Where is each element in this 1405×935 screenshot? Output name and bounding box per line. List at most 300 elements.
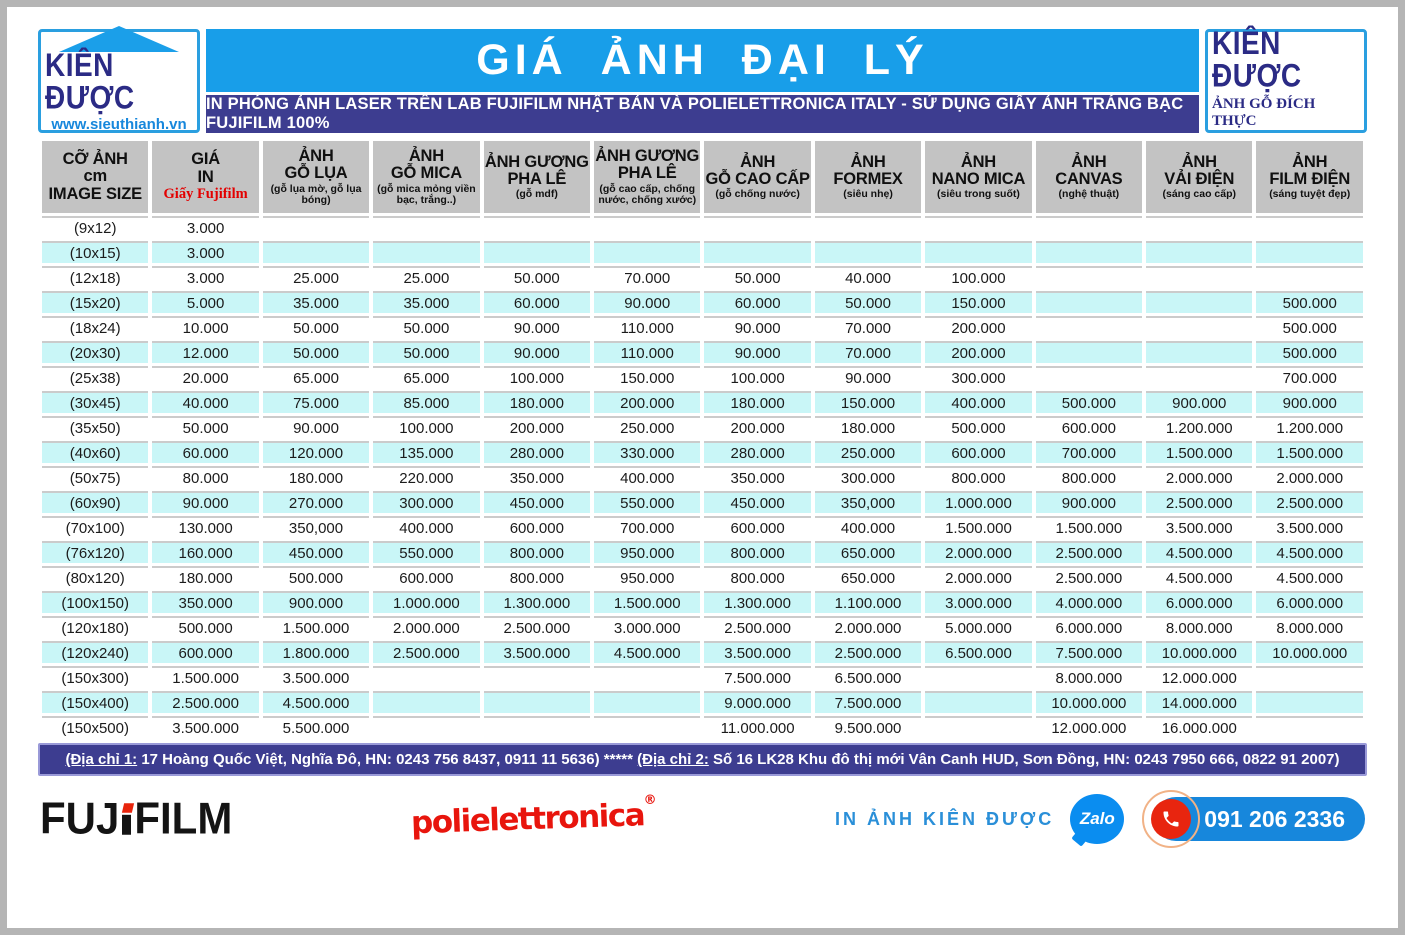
price-cell: 4.000.000 bbox=[1036, 591, 1142, 613]
price-cell bbox=[263, 216, 369, 238]
size-cell: (150x400) bbox=[42, 691, 148, 713]
price-cell: 160.000 bbox=[152, 541, 258, 563]
zalo-label: Zalo bbox=[1079, 809, 1115, 828]
price-cell bbox=[1146, 316, 1252, 338]
size-cell: (18x24) bbox=[42, 316, 148, 338]
price-cell: 350.000 bbox=[704, 466, 810, 488]
price-cell: 90.000 bbox=[484, 341, 590, 363]
price-cell: 900.000 bbox=[1256, 391, 1363, 413]
price-cell: 7.500.000 bbox=[1036, 641, 1142, 663]
price-cell: 90.000 bbox=[704, 341, 810, 363]
table-row bbox=[42, 691, 1363, 713]
column-header-note: (sáng tuyệt đẹp) bbox=[1269, 188, 1351, 201]
price-cell bbox=[594, 241, 700, 263]
price-cell: 7.500.000 bbox=[815, 691, 921, 713]
table-row bbox=[42, 616, 1363, 638]
price-cell: 800.000 bbox=[484, 541, 590, 563]
price-cell: 2.500.000 bbox=[152, 691, 258, 713]
column-header-note: Giấy Fujifilm bbox=[163, 186, 248, 203]
price-cell: 500.000 bbox=[1036, 391, 1142, 413]
column-header bbox=[594, 141, 700, 213]
column-header-line: ẢNH bbox=[408, 147, 444, 165]
price-cell: 280.000 bbox=[484, 441, 590, 463]
price-cell: 2.000.000 bbox=[925, 566, 1031, 588]
size-cell: (50x75) bbox=[42, 466, 148, 488]
price-cell: 350,000 bbox=[815, 491, 921, 513]
price-cell bbox=[484, 216, 590, 238]
size-cell: (150x300) bbox=[42, 666, 148, 688]
footer bbox=[38, 788, 1367, 850]
footer-center bbox=[232, 792, 835, 842]
size-cell: (12x18) bbox=[42, 266, 148, 288]
price-cell bbox=[1256, 691, 1363, 713]
price-cell: 400.000 bbox=[815, 516, 921, 538]
phone-icon bbox=[1151, 799, 1191, 839]
price-cell bbox=[1146, 341, 1252, 363]
price-cell: 350,000 bbox=[263, 516, 369, 538]
price-cell bbox=[925, 716, 1031, 738]
price-cell bbox=[1036, 291, 1142, 313]
column-header bbox=[1036, 141, 1142, 213]
price-cell: 12.000.000 bbox=[1146, 666, 1252, 688]
size-cell: (15x20) bbox=[42, 291, 148, 313]
price-cell: 650.000 bbox=[815, 566, 921, 588]
price-cell: 90.000 bbox=[263, 416, 369, 438]
registered-mark: ® bbox=[642, 792, 657, 808]
column-header-line: ẢNH bbox=[850, 152, 886, 171]
column-header-line: GỖ LỤA bbox=[284, 164, 348, 183]
address-segment: Số 16 LK28 Khu đô thị mới Vân Canh HUD, Sơn Đồng, HN: 0243 7950 666, 0822 91 2007) bbox=[708, 751, 1340, 768]
price-cell: 50.000 bbox=[263, 341, 369, 363]
price-table-body bbox=[42, 216, 1363, 738]
price-cell: 70.000 bbox=[594, 266, 700, 288]
table-row bbox=[42, 416, 1363, 438]
price-cell: 25.000 bbox=[263, 266, 369, 288]
fujifilm-i-icon bbox=[122, 803, 131, 836]
price-cell bbox=[1036, 316, 1142, 338]
size-cell: (9x12) bbox=[42, 216, 148, 238]
table-row bbox=[42, 241, 1363, 263]
column-header-note: (sáng cao cấp) bbox=[1162, 188, 1237, 201]
price-cell: 500.000 bbox=[1256, 291, 1363, 313]
phone-ring bbox=[1142, 790, 1200, 848]
price-cell bbox=[1036, 241, 1142, 263]
price-cell: 3.500.000 bbox=[704, 641, 810, 663]
price-cell bbox=[594, 666, 700, 688]
column-header-note: (nghệ thuật) bbox=[1058, 188, 1120, 201]
address-segment: (Địa chỉ 1: bbox=[65, 751, 138, 768]
price-cell: 7.500.000 bbox=[704, 666, 810, 688]
price-cell: 50.000 bbox=[373, 341, 479, 363]
price-cell: 8.000.000 bbox=[1036, 666, 1142, 688]
price-cell: 50.000 bbox=[152, 416, 258, 438]
price-cell bbox=[484, 666, 590, 688]
price-cell bbox=[484, 241, 590, 263]
price-cell: 300.000 bbox=[815, 466, 921, 488]
price-cell: 550.000 bbox=[373, 541, 479, 563]
column-header-note: (gỗ lụa mờ, gỗ lụa bóng) bbox=[270, 182, 362, 206]
price-cell: 100.000 bbox=[704, 366, 810, 388]
price-cell bbox=[1146, 241, 1252, 263]
price-cell: 120.000 bbox=[263, 441, 369, 463]
price-cell: 3.500.000 bbox=[152, 716, 258, 738]
column-header-line: GỖ CAO CẤP bbox=[705, 169, 810, 188]
price-cell: 1.500.000 bbox=[263, 616, 369, 638]
price-cell: 90.000 bbox=[152, 491, 258, 513]
price-cell bbox=[815, 241, 921, 263]
price-cell: 500.000 bbox=[152, 616, 258, 638]
price-cell: 600.000 bbox=[152, 641, 258, 663]
price-cell: 60.000 bbox=[152, 441, 258, 463]
price-cell: 35.000 bbox=[263, 291, 369, 313]
size-cell: (120x240) bbox=[42, 641, 148, 663]
price-cell bbox=[594, 691, 700, 713]
price-cell bbox=[925, 241, 1031, 263]
address-bar bbox=[38, 743, 1367, 776]
price-cell: 6.000.000 bbox=[1256, 591, 1363, 613]
price-cell bbox=[925, 216, 1031, 238]
price-cell: 600.000 bbox=[484, 516, 590, 538]
column-header-line: ẢNH bbox=[960, 152, 997, 171]
footer-contact bbox=[835, 794, 1365, 844]
price-cell bbox=[1146, 266, 1252, 288]
price-cell bbox=[373, 691, 479, 713]
price-cell: 350.000 bbox=[152, 591, 258, 613]
price-cell: 700.000 bbox=[1256, 366, 1363, 388]
price-cell: 600.000 bbox=[925, 441, 1031, 463]
column-header-line: GỖ MICA bbox=[390, 164, 462, 183]
price-cell: 1.500.000 bbox=[594, 591, 700, 613]
column-header-line: ẢNH GƯƠNG bbox=[595, 147, 700, 165]
price-cell: 450.000 bbox=[484, 491, 590, 513]
price-cell: 4.500.000 bbox=[1146, 566, 1252, 588]
price-cell: 600.000 bbox=[704, 516, 810, 538]
column-header bbox=[925, 141, 1031, 213]
zalo-icon[interactable] bbox=[1070, 794, 1124, 844]
size-cell: (76x120) bbox=[42, 541, 148, 563]
table-row bbox=[42, 541, 1363, 563]
column-header bbox=[1256, 141, 1363, 213]
price-cell bbox=[1036, 341, 1142, 363]
price-cell: 900.000 bbox=[263, 591, 369, 613]
column-header-line: PHA LÊ bbox=[507, 169, 567, 188]
price-cell: 270.000 bbox=[263, 491, 369, 513]
price-cell: 1.300.000 bbox=[484, 591, 590, 613]
column-header bbox=[815, 141, 921, 213]
price-cell: 1.200.000 bbox=[1146, 416, 1252, 438]
page-title: GIÁ ẢNH ĐẠI LÝ bbox=[206, 29, 1199, 92]
price-cell: 70.000 bbox=[815, 341, 921, 363]
right-logo bbox=[1205, 25, 1367, 133]
column-header-line: ẢNH bbox=[740, 152, 776, 171]
price-cell: 3.500.000 bbox=[263, 666, 369, 688]
phone-button[interactable] bbox=[1154, 797, 1365, 841]
price-cell: 8.000.000 bbox=[1146, 616, 1252, 638]
price-cell: 1.000.000 bbox=[373, 591, 479, 613]
price-cell bbox=[1146, 291, 1252, 313]
price-cell: 300.000 bbox=[373, 491, 479, 513]
column-header-note: (gỗ chống nước) bbox=[715, 188, 800, 201]
price-cell bbox=[1146, 366, 1252, 388]
price-cell: 600.000 bbox=[1036, 416, 1142, 438]
price-cell: 90.000 bbox=[815, 366, 921, 388]
size-cell: (25x38) bbox=[42, 366, 148, 388]
price-cell: 350.000 bbox=[484, 466, 590, 488]
column-header-line: CỠ ẢNH bbox=[62, 149, 128, 168]
price-cell bbox=[594, 216, 700, 238]
column-header-line: FORMEX bbox=[833, 169, 903, 188]
price-cell: 1.500.000 bbox=[1146, 441, 1252, 463]
price-cell: 50.000 bbox=[704, 266, 810, 288]
price-cell: 3.000 bbox=[152, 241, 258, 263]
price-table bbox=[38, 138, 1367, 741]
price-cell bbox=[815, 216, 921, 238]
column-header-line: ẢNH bbox=[1181, 152, 1217, 171]
price-cell: 2.500.000 bbox=[1146, 491, 1252, 513]
price-cell: 3.500.000 bbox=[1146, 516, 1252, 538]
price-cell: 75.000 bbox=[263, 391, 369, 413]
size-cell: (20x30) bbox=[42, 341, 148, 363]
price-cell: 3.000.000 bbox=[925, 591, 1031, 613]
price-cell: 500.000 bbox=[1256, 341, 1363, 363]
price-cell bbox=[1036, 366, 1142, 388]
price-cell: 3.500.000 bbox=[1256, 516, 1363, 538]
price-cell: 130.000 bbox=[152, 516, 258, 538]
price-cell: 2.500.000 bbox=[815, 641, 921, 663]
price-cell: 330.000 bbox=[594, 441, 700, 463]
phone-number: 091 206 2336 bbox=[1204, 805, 1345, 832]
price-cell: 16.000.000 bbox=[1146, 716, 1252, 738]
price-cell: 150.000 bbox=[594, 366, 700, 388]
price-cell bbox=[704, 241, 810, 263]
price-cell: 50.000 bbox=[484, 266, 590, 288]
table-row bbox=[42, 291, 1363, 313]
table-row bbox=[42, 466, 1363, 488]
price-cell: 180.000 bbox=[704, 391, 810, 413]
price-cell bbox=[704, 216, 810, 238]
size-cell: (40x60) bbox=[42, 441, 148, 463]
price-cell: 150.000 bbox=[925, 291, 1031, 313]
price-cell: 800.000 bbox=[704, 541, 810, 563]
price-cell: 50.000 bbox=[263, 316, 369, 338]
price-cell: 10.000.000 bbox=[1036, 691, 1142, 713]
column-header-note: (siêu trong suốt) bbox=[937, 188, 1020, 201]
price-cell: 1.000.000 bbox=[925, 491, 1031, 513]
website-link[interactable]: www.sieuthianh.vn bbox=[51, 116, 187, 133]
price-cell: 950.000 bbox=[594, 566, 700, 588]
polielettronica-logo bbox=[410, 792, 657, 842]
price-cell: 950.000 bbox=[594, 541, 700, 563]
size-cell: (100x150) bbox=[42, 591, 148, 613]
price-cell: 8.000.000 bbox=[1256, 616, 1363, 638]
price-cell: 2.500.000 bbox=[1036, 566, 1142, 588]
price-cell: 450.000 bbox=[263, 541, 369, 563]
column-header-line: CANVAS bbox=[1055, 169, 1123, 188]
price-cell: 1.800.000 bbox=[263, 641, 369, 663]
table-row bbox=[42, 641, 1363, 663]
table-row bbox=[42, 566, 1363, 588]
price-cell: 35.000 bbox=[373, 291, 479, 313]
price-cell: 150.000 bbox=[815, 391, 921, 413]
price-cell: 60.000 bbox=[704, 291, 810, 313]
column-header-note: (siêu nhẹ) bbox=[843, 188, 893, 201]
price-cell: 450.000 bbox=[704, 491, 810, 513]
price-cell: 2.000.000 bbox=[925, 541, 1031, 563]
price-cell: 2.500.000 bbox=[1256, 491, 1363, 513]
price-cell: 4.500.000 bbox=[1146, 541, 1252, 563]
price-cell: 700.000 bbox=[1036, 441, 1142, 463]
price-cell bbox=[484, 716, 590, 738]
size-cell: (70x100) bbox=[42, 516, 148, 538]
price-cell: 10.000.000 bbox=[1146, 641, 1252, 663]
price-cell: 550.000 bbox=[594, 491, 700, 513]
column-header-line: cm bbox=[83, 167, 107, 186]
price-cell: 50.000 bbox=[373, 316, 479, 338]
price-cell: 3.000 bbox=[152, 216, 258, 238]
price-cell: 400.000 bbox=[373, 516, 479, 538]
price-cell bbox=[1036, 266, 1142, 288]
column-header-line: VẢI ĐIỆN bbox=[1164, 169, 1235, 188]
price-cell: 500.000 bbox=[925, 416, 1031, 438]
price-cell: 90.000 bbox=[594, 291, 700, 313]
address-segment: (Địa chỉ 2: bbox=[637, 751, 709, 768]
price-cell bbox=[1256, 241, 1363, 263]
price-cell: 70.000 bbox=[815, 316, 921, 338]
column-header-line: NANO MICA bbox=[931, 169, 1026, 188]
price-cell: 100.000 bbox=[484, 366, 590, 388]
column-header-note: (gỗ mica mỏng viền bạc, trắng..) bbox=[377, 182, 476, 206]
price-cell bbox=[1036, 216, 1142, 238]
table-row bbox=[42, 316, 1363, 338]
price-cell: 800.000 bbox=[484, 566, 590, 588]
price-cell: 2.000.000 bbox=[815, 616, 921, 638]
price-cell: 900.000 bbox=[1146, 391, 1252, 413]
price-cell: 250.000 bbox=[594, 416, 700, 438]
left-logo bbox=[38, 29, 200, 133]
price-cell: 12.000 bbox=[152, 341, 258, 363]
price-cell bbox=[1256, 216, 1363, 238]
price-cell: 250.000 bbox=[815, 441, 921, 463]
price-cell: 25.000 bbox=[373, 266, 479, 288]
price-cell: 200.000 bbox=[484, 416, 590, 438]
price-cell: 65.000 bbox=[373, 366, 479, 388]
price-cell: 2.000.000 bbox=[373, 616, 479, 638]
price-cell: 2.000.000 bbox=[1256, 466, 1363, 488]
size-cell: (150x500) bbox=[42, 716, 148, 738]
table-row bbox=[42, 716, 1363, 738]
price-cell: 4.500.000 bbox=[1256, 566, 1363, 588]
price-cell: 5.500.000 bbox=[263, 716, 369, 738]
price-cell: 180.000 bbox=[815, 416, 921, 438]
table-row bbox=[42, 666, 1363, 688]
price-cell: 300.000 bbox=[925, 366, 1031, 388]
address-segment: 17 Hoàng Quốc Việt, Nghĩa Đô, HN: 0243 756 8437, 0911 11 5636) ***** bbox=[137, 751, 638, 768]
column-header-line: PHA LÊ bbox=[617, 164, 677, 183]
polielettronica-text: polielettronica bbox=[410, 797, 645, 842]
price-cell: 180.000 bbox=[484, 391, 590, 413]
table-row bbox=[42, 391, 1363, 413]
price-cell: 40.000 bbox=[815, 266, 921, 288]
price-cell: 200.000 bbox=[925, 341, 1031, 363]
size-cell: (120x180) bbox=[42, 616, 148, 638]
column-header-line: IN bbox=[197, 167, 214, 186]
price-cell: 1.500.000 bbox=[152, 666, 258, 688]
price-cell: 4.500.000 bbox=[263, 691, 369, 713]
price-cell: 800.000 bbox=[1036, 466, 1142, 488]
column-header bbox=[1146, 141, 1252, 213]
price-cell: 1.200.000 bbox=[1256, 416, 1363, 438]
table-row bbox=[42, 341, 1363, 363]
price-cell: 40.000 bbox=[152, 391, 258, 413]
price-cell: 60.000 bbox=[484, 291, 590, 313]
price-cell bbox=[373, 241, 479, 263]
price-cell bbox=[1256, 666, 1363, 688]
price-cell: 200.000 bbox=[594, 391, 700, 413]
price-cell: 180.000 bbox=[152, 566, 258, 588]
price-cell: 4.500.000 bbox=[1256, 541, 1363, 563]
price-cell: 6.500.000 bbox=[815, 666, 921, 688]
price-cell: 3.000 bbox=[152, 266, 258, 288]
price-cell bbox=[1256, 266, 1363, 288]
table-row bbox=[42, 591, 1363, 613]
size-cell: (60x90) bbox=[42, 491, 148, 513]
price-cell: 11.000.000 bbox=[704, 716, 810, 738]
price-cell: 4.500.000 bbox=[594, 641, 700, 663]
brand-name: KIÊN ĐƯỢC bbox=[45, 47, 135, 116]
price-cell: 500.000 bbox=[263, 566, 369, 588]
price-cell: 200.000 bbox=[925, 316, 1031, 338]
price-cell: 9.500.000 bbox=[815, 716, 921, 738]
header-bands bbox=[206, 29, 1199, 133]
column-header-line: GIÁ bbox=[191, 150, 220, 169]
price-cell: 200.000 bbox=[704, 416, 810, 438]
column-header-note: (gỗ mdf) bbox=[515, 188, 558, 201]
size-cell: (35x50) bbox=[42, 416, 148, 438]
price-cell: 6.500.000 bbox=[925, 641, 1031, 663]
table-row bbox=[42, 516, 1363, 538]
price-cell bbox=[263, 241, 369, 263]
price-cell: 800.000 bbox=[704, 566, 810, 588]
price-cell: 3.500.000 bbox=[484, 641, 590, 663]
price-cell: 650.000 bbox=[815, 541, 921, 563]
table-row bbox=[42, 216, 1363, 238]
column-header bbox=[373, 141, 479, 213]
price-cell bbox=[925, 691, 1031, 713]
price-cell: 5.000 bbox=[152, 291, 258, 313]
price-cell bbox=[1256, 716, 1363, 738]
fujifilm-logo-right: FILM bbox=[134, 793, 233, 844]
price-cell: 50.000 bbox=[815, 291, 921, 313]
price-cell: 65.000 bbox=[263, 366, 369, 388]
column-header bbox=[484, 141, 590, 213]
price-cell bbox=[484, 691, 590, 713]
column-header-row bbox=[42, 141, 1363, 213]
price-cell: 900.000 bbox=[1036, 491, 1142, 513]
price-cell: 280.000 bbox=[704, 441, 810, 463]
column-header bbox=[42, 141, 148, 213]
price-cell: 14.000.000 bbox=[1146, 691, 1252, 713]
price-cell: 1.500.000 bbox=[1036, 516, 1142, 538]
price-cell: 10.000.000 bbox=[1256, 641, 1363, 663]
price-cell bbox=[925, 666, 1031, 688]
price-cell: 110.000 bbox=[594, 341, 700, 363]
price-cell: 1.500.000 bbox=[925, 516, 1031, 538]
price-cell bbox=[373, 716, 479, 738]
price-cell: 500.000 bbox=[1256, 316, 1363, 338]
brand-tagline: ẢNH GỖ ĐÍCH THỰC bbox=[1212, 96, 1316, 129]
price-cell: 6.000.000 bbox=[1146, 591, 1252, 613]
table-row bbox=[42, 366, 1363, 388]
